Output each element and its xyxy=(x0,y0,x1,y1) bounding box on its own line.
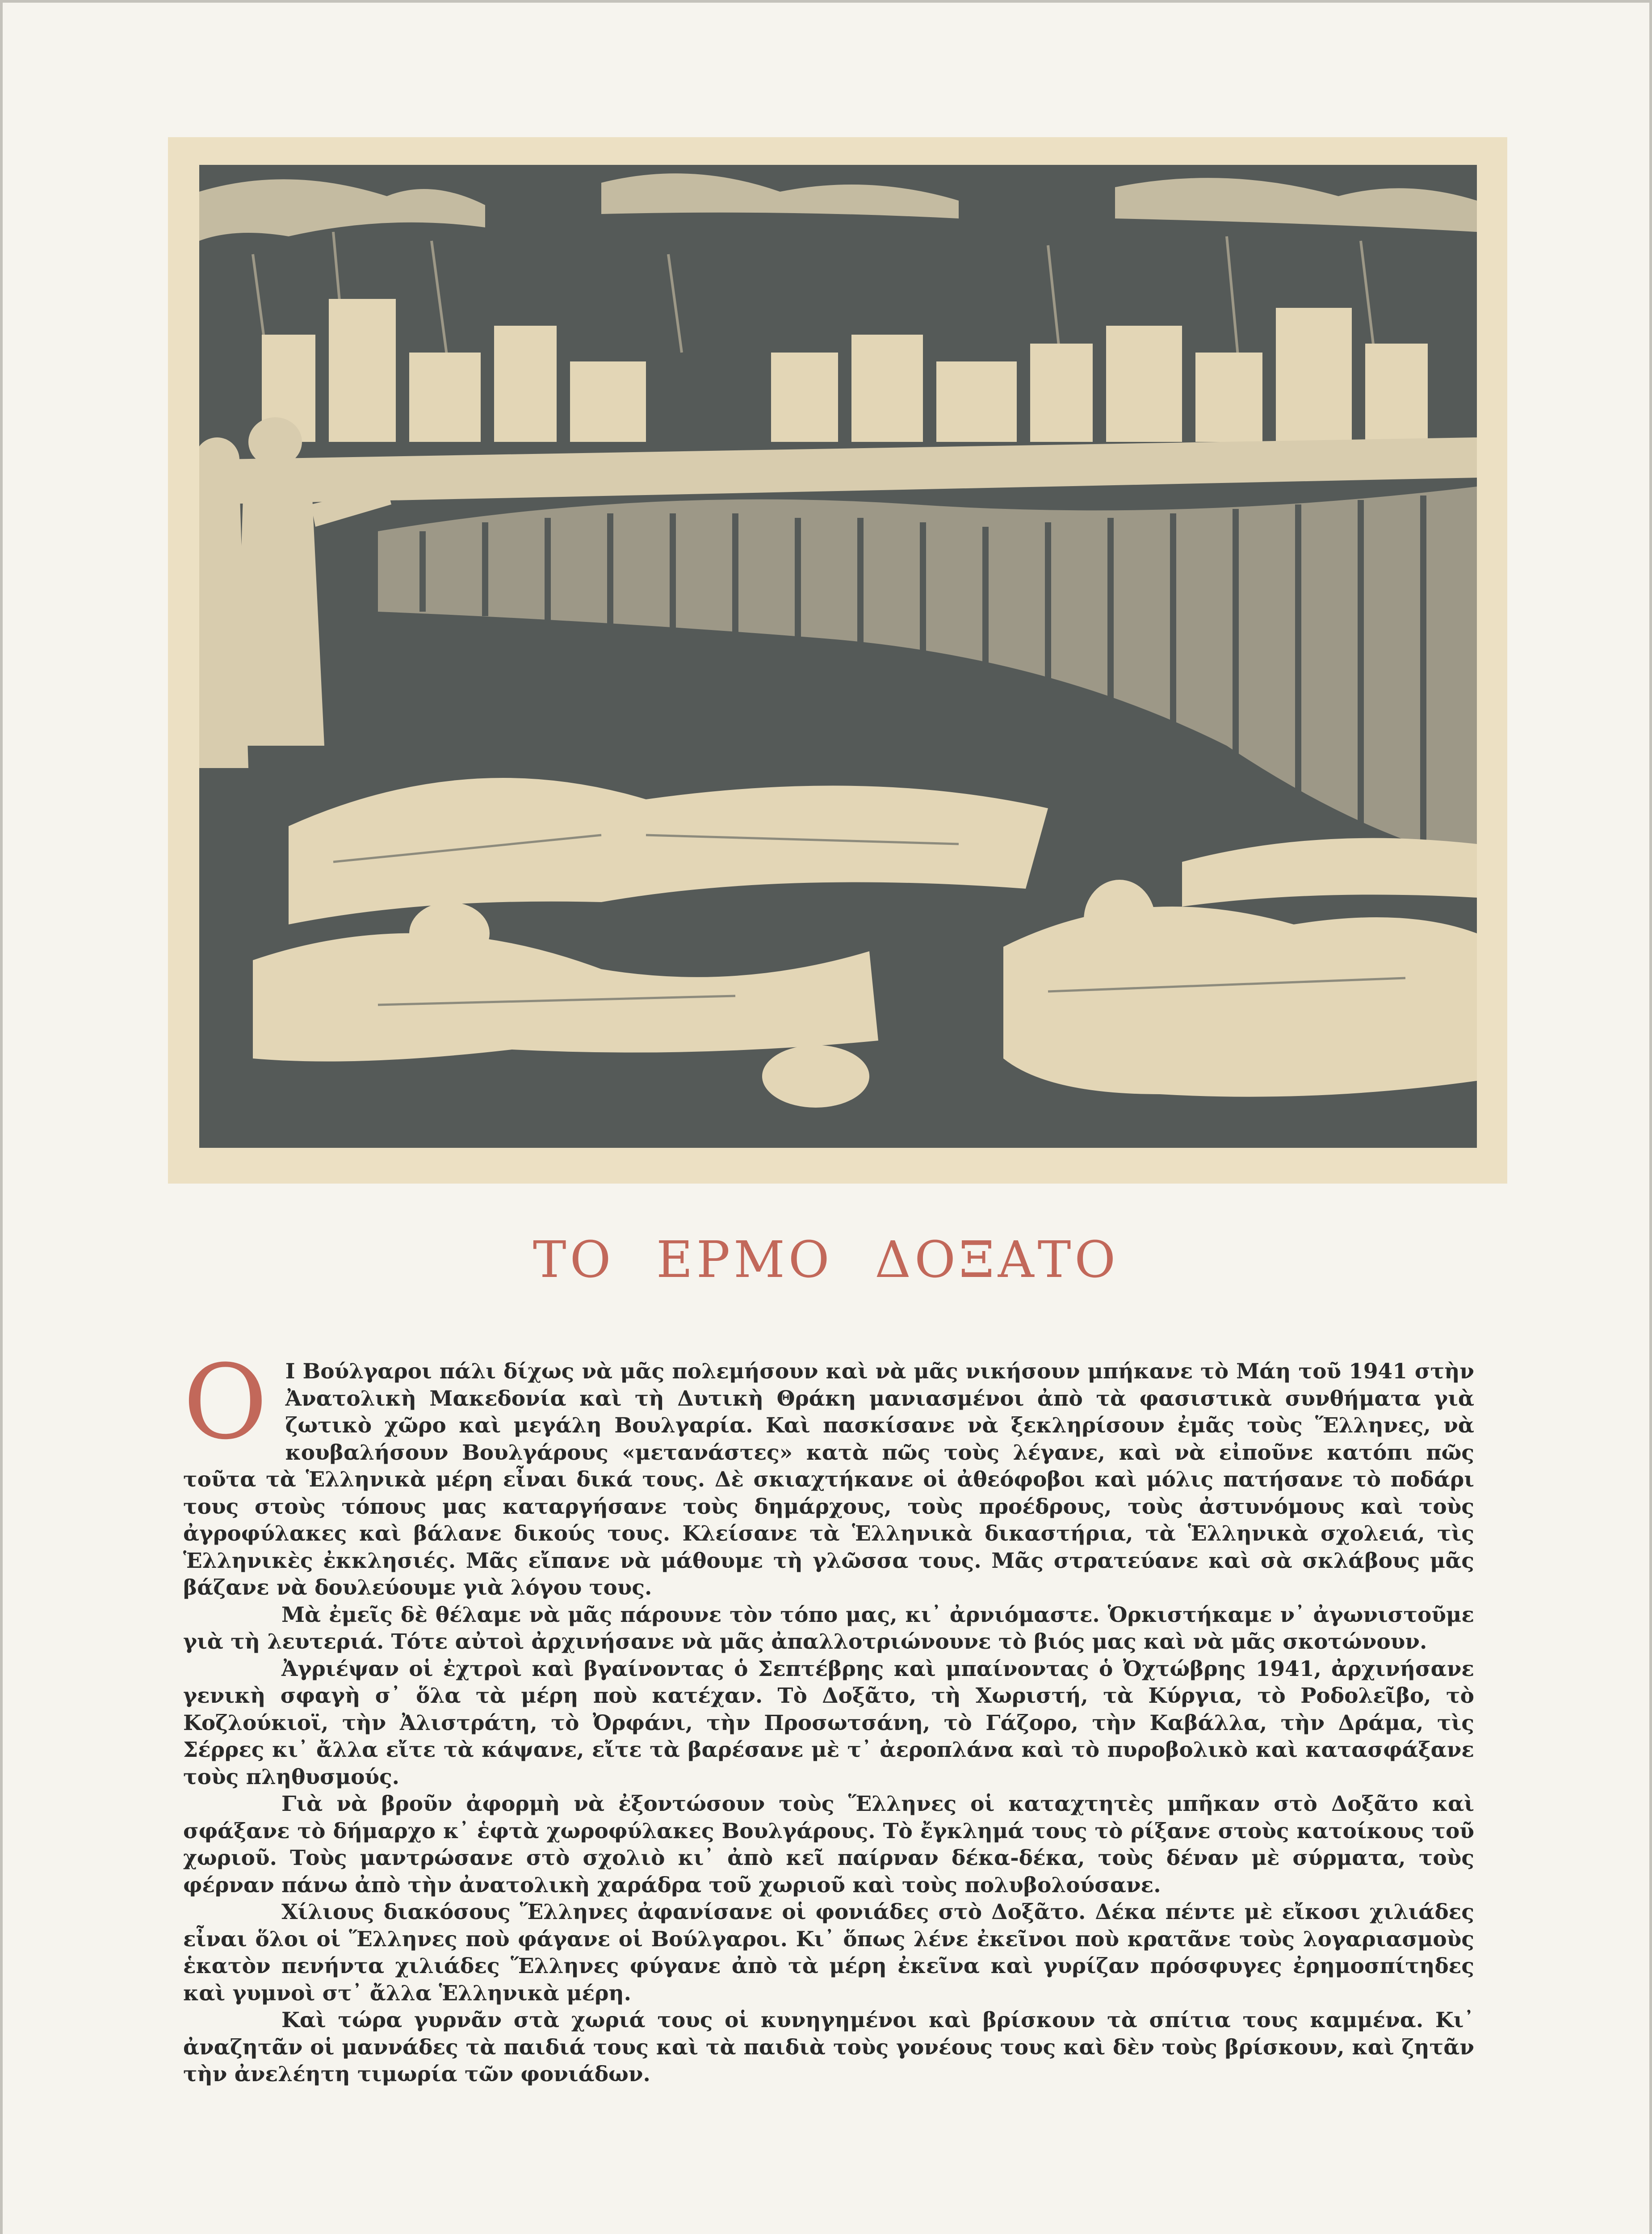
woodcut-print xyxy=(199,165,1477,1148)
paragraph-4: Γιὰ νὰ βροῦν ἀφορμὴ νὰ ἐξοντώσουν τοὺς Ἕλληνες οἱ καταχτητὲς μπῆκαν στὸ Δοξᾶτο καὶ σφάξανε τὸ δήμαρχο κ᾽ ἑφτὰ χωροφύλακες Βουλγάρους. Τὸ ἔγκλημά τους τὸ ρίξανε στοὺς κατοίκους τοῦ χωριοῦ. Τοὺς μαντρώσανε στὸ σχολιὸ κι᾽ ἀπὸ κεῖ παίρναν δέκα-δέκα, τοὺς δέναν μὲ σύρματα, τοὺς φέρναν πάνω ἀπὸ τὴν ἀνατολικὴ χαράδρα τοῦ χωριοῦ καὶ τοὺς πολυβολούσανε. xyxy=(183,1792,1474,1898)
drop-cap: Ο xyxy=(183,1343,268,1462)
paragraph-5: Χίλιους διακόσους Ἕλληνες ἀφανίσανε οἱ φονιάδες στὸ Δοξᾶτο. Δέκα πέντε μὲ εἴκοσι χιλιάδες εἶναι ὅλοι οἱ Ἕλληνες ποὺ φάγανε οἱ Βούλγαροι. Κι᾽ ὅπως λένε ἐκεῖνοι ποὺ κρατᾶνε τοὺς λογαριασμοὺς ἑκατὸν πενήντα χιλιάδες Ἕλληνες φύγανε ἀπὸ τὰ μέρη ἐκεῖνα καὶ γυρίζαν πρόσφυγες ἐρημοσπίτηδες καὶ γυμνοὶ στ᾽ ἄλλα Ἑλληνικὰ μέρη. xyxy=(183,1900,1474,2006)
woodcut-massacre-scene-icon xyxy=(199,165,1477,1148)
paragraph-1: Ι Βούλγαροι πάλι δίχως νὰ μᾶς πολεμήσουν καὶ νὰ μᾶς νικήσουν μπήκανε τὸ Μάη τοῦ 1941 στὴν Ἀνατολικὴ Μακεδονία καὶ τὴ Δυτικὴ Θράκη μανιασμένοι ἀπὸ τὰ φασιστικὰ συνθήματα γιὰ ζωτικὸ χῶρο καὶ μεγάλη Βουλγαρία. Καὶ πασκίσανε νὰ ξεκληρίσουν ἐμᾶς τοὺς Ἕλληνες, νὰ κουβαλήσουν Βουλγάρους «μετανάστες» κατὰ πῶς τοὺς λέγανε, καὶ νὰ εἰποῦνε κατόπι πῶς τοῦτα τὰ Ἑλληνικὰ μέρη εἶναι δικά τους. Δὲ σκιαχτήκανε οἱ ἀθεόφοβοι καὶ μόλις πατήσανε τὸ ποδάρι τους στοὺς τόπους μας καταργήσανε τοὺς δημάρχους, τοὺς προέδρους, τοὺς ἀστυνόμους καὶ τοὺς ἀγροφύλακες καὶ βάλανε δικούς τους. Κλείσανε τὰ Ἑλληνικὰ δικαστήρια, τὰ Ἑλληνικὰ σχολειά, τὶς Ἑλληνικὲς ἐκκλησιές. Μᾶς εἴπανε νὰ μάθουμε τὴ γλῶσσα τους. Μᾶς στρατεύανε καὶ σὰ σκλάβους μᾶς βάζανε νὰ δουλεύουμε γιὰ λόγου τους. xyxy=(183,1359,1474,1600)
woodcut-mount xyxy=(168,137,1507,1184)
page-title: ΤΟ ΕΡΜΟ ΔΟΞΑΤΟ xyxy=(532,1231,1120,1289)
paragraph-2: Μὰ ἐμεῖς δὲ θέλαμε νὰ μᾶς πάρουνε τὸν τόπο μας, κι᾽ ἀρνιόμαστε. Ὁρκιστήκαμε ν᾽ ἀγωνιστοῦμε γιὰ τὴ λευτεριά. Τότε αὐτοὶ ἀρχινήσανε νὰ μᾶς ἀπαλλοτριώνουνε τὸ βιός μας καὶ νὰ μᾶς σκοτώνουν. xyxy=(183,1602,1474,1654)
paragraph-6: Καὶ τώρα γυρνᾶν στὰ χωριά τους οἱ κυνηγημένοι καὶ βρίσκουν τὰ σπίτια τους καμμένα. Κι᾽ ἀναζητᾶν οἱ μαννάδες τὰ παιδιά τους καὶ τὰ παιδιὰ τοὺς γονέους τους καὶ δὲν τοὺς βρίσκουν, καὶ ζητᾶν τὴν ἀνελέητη τιμωρία τῶν φονιάδων. xyxy=(183,2008,1474,2087)
paragraph-3: Ἀγριέψαν οἱ ἐχτροὶ καὶ βγαίνοντας ὁ Σεπτέβρης καὶ μπαίνοντας ὁ Ὀχτώβρης 1941, ἀρχινήσανε γενικὴ σφαγὴ σ᾽ ὅλα τὰ μέρη ποὺ κατέχαν. Τὸ Δοξᾶτο, τὴ Χωριστή, τὰ Κύργια, τὸ Ροδολεῖβο, τὸ Κοζλούκιοϊ, τὴν Ἀλιστράτη, τὸ Ὀρφάνι, τὴν Προσωτσάνη, τὸ Γάζορο, τὴν Καβάλλα, τὴν Δράμα, τὶς Σέρρες κι᾽ ἄλλα εἴτε τὰ κάψανε, εἴτε τὰ βαρέσανε μὲ τ᾽ ἀεροπλάνα καὶ τὸ πυροβολικὸ καὶ κατασφάξανε τοὺς πληθυσμούς. xyxy=(183,1656,1474,1789)
body-text xyxy=(183,1343,1474,2088)
